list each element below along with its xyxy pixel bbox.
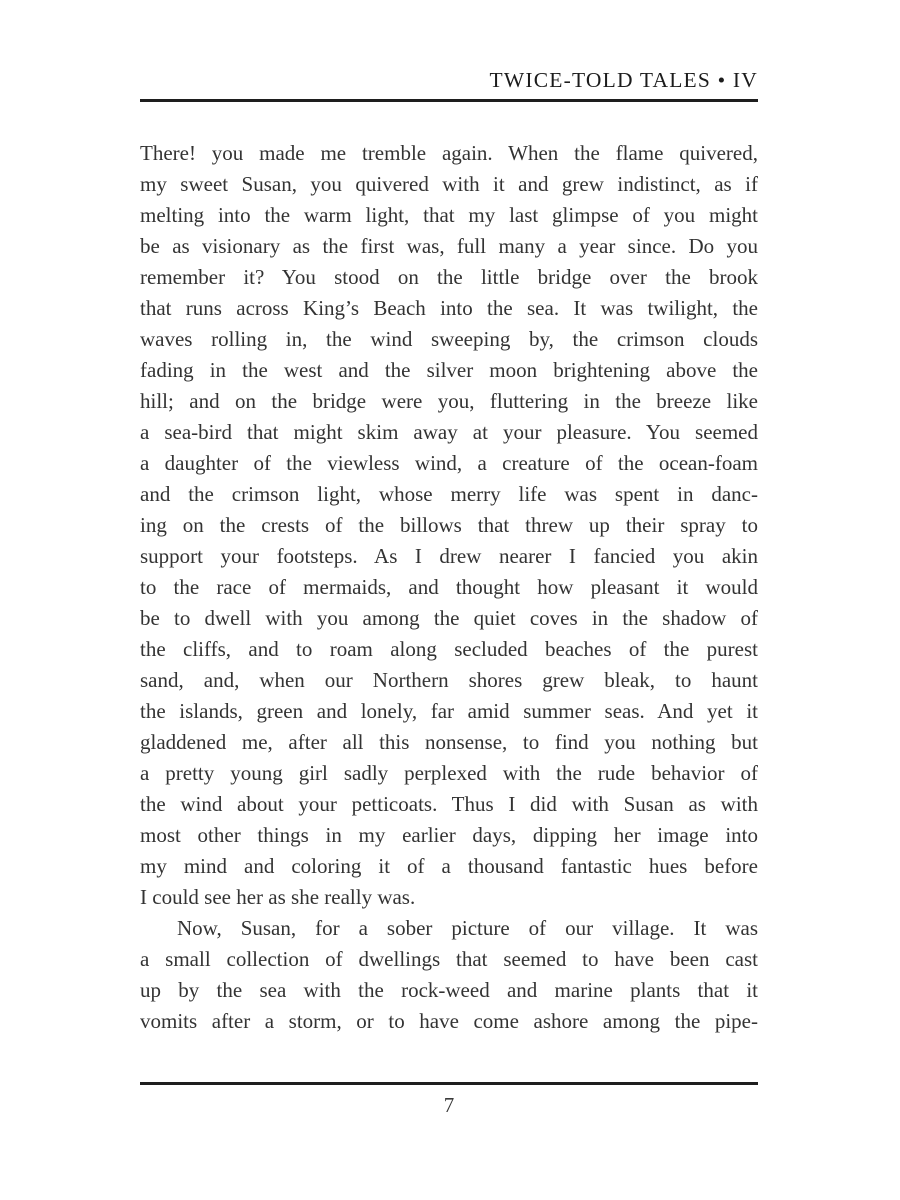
text-line: remember it? You stood on the little bridge over the brook	[140, 265, 758, 289]
text-line: There! you made me tremble again. When the flame quivered,	[140, 141, 758, 165]
text-line: sand, and, when our Northern shores grew bleak, to haunt	[140, 668, 758, 692]
text-line: to the race of mermaids, and thought how pleasant it would	[140, 575, 758, 599]
body-text	[140, 138, 758, 1037]
text-line: up by the sea with the rock-weed and marine plants that it	[140, 978, 758, 1002]
text-line: Now, Susan, for a sober picture of our village. It was	[177, 916, 758, 940]
text-line: fading in the west and the silver moon brightening above the	[140, 358, 758, 382]
text-line: be as visionary as the first was, full many a year since. Do you	[140, 234, 758, 258]
text-line: I could see her as she really was.	[140, 885, 416, 909]
text-line: my mind and coloring it of a thousand fantastic hues before	[140, 854, 758, 878]
text-line: a sea-bird that might skim away at your pleasure. You seemed	[140, 420, 758, 444]
text-line: a small collection of dwellings that seemed to have been cast	[140, 947, 758, 971]
text-line: a daughter of the viewless wind, a creature of the ocean-foam	[140, 451, 758, 475]
text-line: hill; and on the bridge were you, fluttering in the breeze like	[140, 389, 758, 413]
text-line: most other things in my earlier days, dipping her image into	[140, 823, 758, 847]
text-line: ing on the crests of the billows that threw up their spray to	[140, 513, 758, 537]
text-line: waves rolling in, the wind sweeping by, the crimson clouds	[140, 327, 758, 351]
footer-rule	[140, 1082, 758, 1085]
text-line: gladdened me, after all this nonsense, to find you nothing but	[140, 730, 758, 754]
text-line: the wind about your petticoats. Thus I did with Susan as with	[140, 792, 758, 816]
text-line: and the crimson light, whose merry life was spent in danc-	[140, 482, 758, 506]
text-line: melting into the warm light, that my last glimpse of you might	[140, 203, 758, 227]
text-line: my sweet Susan, you quivered with it and grew indistinct, as if	[140, 172, 758, 196]
running-head: TWICE-TOLD TALES • IV	[489, 68, 758, 92]
text-line: the cliffs, and to roam along secluded beaches of the purest	[140, 637, 758, 661]
text-line: support your footsteps. As I drew nearer I fancied you akin	[140, 544, 758, 568]
text-line: vomits after a storm, or to have come ashore among the pipe-	[140, 1009, 758, 1033]
text-line: the islands, green and lonely, far amid summer seas. And yet it	[140, 699, 758, 723]
text-line: a pretty young girl sadly perplexed with the rude behavior of	[140, 761, 758, 785]
text-line: be to dwell with you among the quiet coves in the shadow of	[140, 606, 758, 630]
header-rule	[140, 99, 758, 102]
page-number: 7	[443, 1093, 455, 1117]
text-line: that runs across King’s Beach into the sea. It was twilight, the	[140, 296, 758, 320]
